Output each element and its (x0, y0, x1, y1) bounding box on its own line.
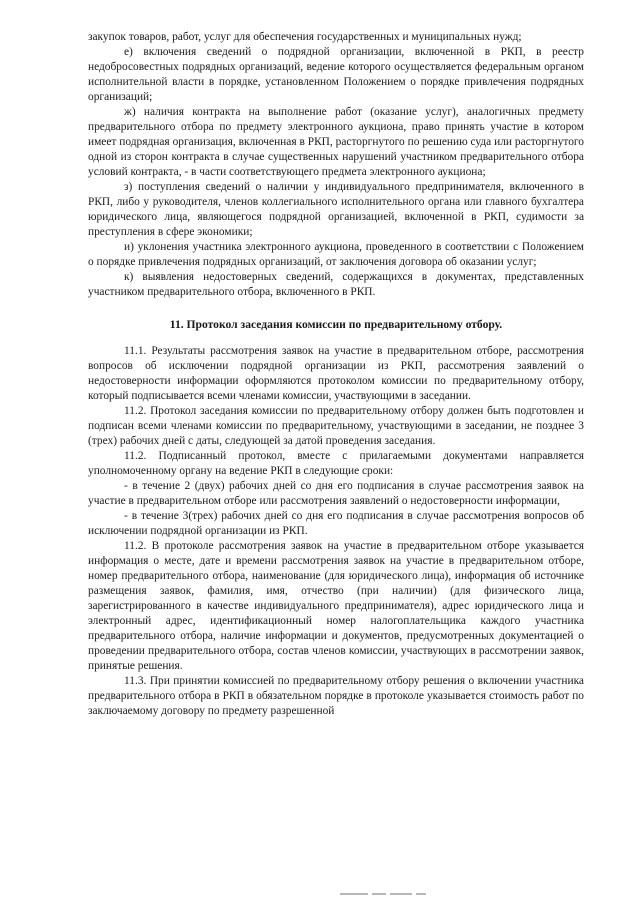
list-item-deadline-2: - в течение 3(трех) рабочих дней со дня его подписания в случае рассмотрения вопросов об исключении подрядной организации из РКП. (88, 510, 584, 537)
list-item-deadline-1: - в течение 2 (двух) рабочих дней со дня его подписания в случае рассмотрения заявок на участие в предварительном отборе или рассмотрения заявлений о недостоверности информации, (88, 480, 584, 507)
paragraph-11-1: 11.1. Результаты рассмотрения заявок на участие в предварительном отборе, рассмотрения вопросов об исключении подрядной организации из РКП, рассмотрения заявлений о недостоверности информации оформляются протоколом комиссии по предварительному отбору, который подписывается всеми членами комиссии, участвующими в заседании. (88, 345, 584, 402)
paragraph-11-3: 11.3. При принятии комиссией по предварительному отбору решения о включении участника предварительного отбора в РКП в обязательном порядке в протоколе указывается стоимость работ по заключаемому договору по предмету разрешенной (88, 675, 584, 717)
paragraph-continuation: закупок товаров, работ, услуг для обеспечения государственных и муниципальных нужд; (88, 31, 522, 43)
clause-k: к) выявления недостоверных сведений, содержащихся в документах, представленных участником предварительного отбора, включенного в РКП. (88, 271, 584, 298)
paragraph-11-2-a: 11.2. Протокол заседания комиссии по предварительному отбору должен быть подготовлен и подписан всеми членами комиссии по предварительному, участвующими в заседании, не позднее 3 (трех) рабочих дней с даты, следующей за датой проведения заседания. (88, 405, 584, 447)
paragraph-11-2-b: 11.2. Подписанный протокол, вместе с прилагаемыми документами направляется уполномоченному органу на ведение РКП в следующие сроки: (88, 450, 584, 477)
clause-zh: ж) наличия контракта на выполнение работ (оказание услуг), аналогичных предмету предварительного отбора по предмету электронного аукциона, право принять участие в котором имеет подрядная организация, включенная в РКП, расторгнутого по решению суда или расторгнутого одной из сторон контракта в случае существенных нарушений участником предварительного отбора условий контракта, - в части соответствующего предмета электронного аукциона; (88, 106, 584, 178)
paragraph-11-2-c: 11.2. В протоколе рассмотрения заявок на участие в предварительном отборе указывается информация о месте, дате и времени рассмотрения заявок на участие в предварительном отборе, номер предварительного отбора, наименование (для юридического лица), информация об источнике размещения заявок, фамилия, имя, отчество (при наличии) (для физического лица, зарегистрированного в качестве индивидуального предпринимателя), адрес юридического лица и электронный адрес, идентификационный номер налогоплательщика каждого участника предварительного отбора, наличие информации и документов, предусмотренных документацией о проведении предварительного отбора, состав членов комиссии, участвующих в рассмотрении заявок, принятые решения. (88, 540, 584, 672)
clause-e: е) включения сведений о подрядной организации, включенной в РКП, в реестр недобросовестных подрядных организаций, ведение которого осуществляется федеральным органом исполнительной власти в порядке, установленном Положением о порядке привлечения подрядных организаций; (88, 46, 584, 103)
clause-i: и) уклонения участника электронного аукциона, проведенного в соответствии с Положением о порядке привлечения подрядных организаций, от заключения договора об оказании услуг; (88, 241, 584, 268)
scan-footer-mark (340, 893, 450, 897)
section-title: 11. Протокол заседания комиссии по предварительному отбору. (169, 318, 503, 331)
clause-z: з) поступления сведений о наличии у индивидуального предпринимателя, включенного в РКП, либо у руководителя, членов коллегиального исполнительного органа или главного бухгалтера юридического лица, являющегося подрядной организацией, включенной в РКП, судимости за преступления в сфере экономики; (88, 181, 584, 238)
document-page (88, 30, 584, 719)
